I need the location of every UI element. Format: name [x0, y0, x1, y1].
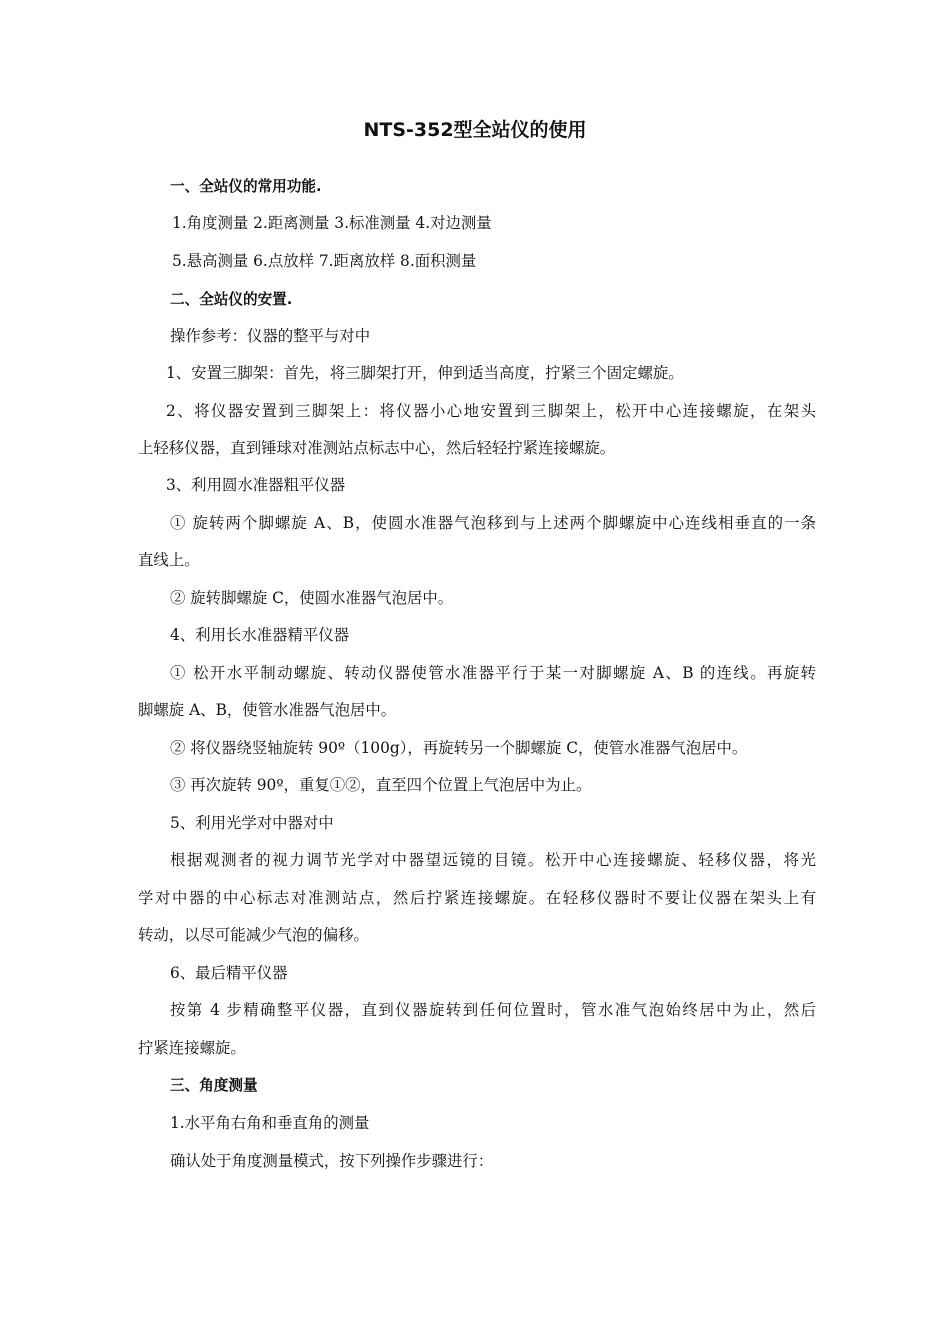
- paragraph-line: ② 旋转脚螺旋 C，使圆水准器气泡居中。: [170, 589, 454, 607]
- paragraph-line: 5、利用光学对中器对中: [170, 814, 334, 832]
- paragraph-line: 拧紧连接螺旋。: [138, 1039, 246, 1057]
- paragraph-line: 直线上。: [138, 551, 200, 569]
- paragraph-line: 学对中器的中心标志对准测站点，然后拧紧连接螺旋。在轻移仪器时不要让仪器在架头上有: [138, 889, 816, 907]
- paragraph-line: 转动，以尽可能减少气泡的偏移。: [138, 926, 369, 944]
- document-title: NTS-352型全站仪的使用: [363, 119, 587, 141]
- paragraph-line: 上轻移仪器，直到锤球对准测站点标志中心，然后轻轻拧紧连接螺旋。: [138, 439, 616, 457]
- section-heading-2: 二、全站仪的安置.: [170, 291, 293, 308]
- paragraph-line: 1.水平角右角和垂直角的测量: [170, 1114, 370, 1132]
- paragraph-line: 6、最后精平仪器: [170, 964, 288, 982]
- paragraph-line: 确认处于角度测量模式，按下列操作步骤进行：: [170, 1152, 494, 1170]
- paragraph-line: ① 松开水平制动螺旋、转动仪器使管水准器平行于某一对脚螺旋 A、B 的连线。再旋转: [170, 664, 816, 682]
- function-list-line-1: 1.角度测量 2.距离测量 3.标准测量 4.对边测量: [172, 214, 492, 232]
- function-list-line-2: 5.悬高测量 6.点放样 7.距离放样 8.面积测量: [172, 252, 477, 270]
- paragraph-line: ② 将仪器绕竖轴旋转 90º（100g），再旋转另一个脚螺旋 C，使管水准器气泡居中。: [170, 739, 748, 757]
- paragraph-line: 操作参考：仪器的整平与对中: [170, 327, 371, 345]
- paragraph-line: ① 旋转两个脚螺旋 A、B，使圆水准器气泡移到与上述两个脚螺旋中心连线相垂直的一条: [170, 514, 816, 532]
- paragraph-line: ③ 再次旋转 90º，重复①②，直至四个位置上气泡居中为止。: [170, 776, 592, 794]
- paragraph-line: 1、安置三脚架：首先，将三脚架打开，伸到适当高度，拧紧三个固定螺旋。: [166, 364, 684, 382]
- paragraph-line: 3、利用圆水准器粗平仪器: [166, 476, 346, 494]
- paragraph-line: 按第 4 步精确整平仪器，直到仪器旋转到任何位置时，管水准气泡始终居中为止，然后: [170, 1001, 816, 1019]
- section-heading-3: 三、角度测量: [170, 1077, 258, 1094]
- paragraph-line: 根据观测者的视力调节光学对中器望远镜的目镜。松开中心连接螺旋、轻移仪器，将光: [170, 851, 816, 869]
- paragraph-line: 脚螺旋 A、B，使管水准器气泡居中。: [138, 701, 397, 719]
- paragraph-line: 2、将仪器安置到三脚架上：将仪器小心地安置到三脚架上，松开中心连接螺旋，在架头: [166, 402, 816, 420]
- section-heading-1: 一、全站仪的常用功能.: [170, 178, 322, 195]
- paragraph-line: 4、利用长水准器精平仪器: [170, 626, 350, 644]
